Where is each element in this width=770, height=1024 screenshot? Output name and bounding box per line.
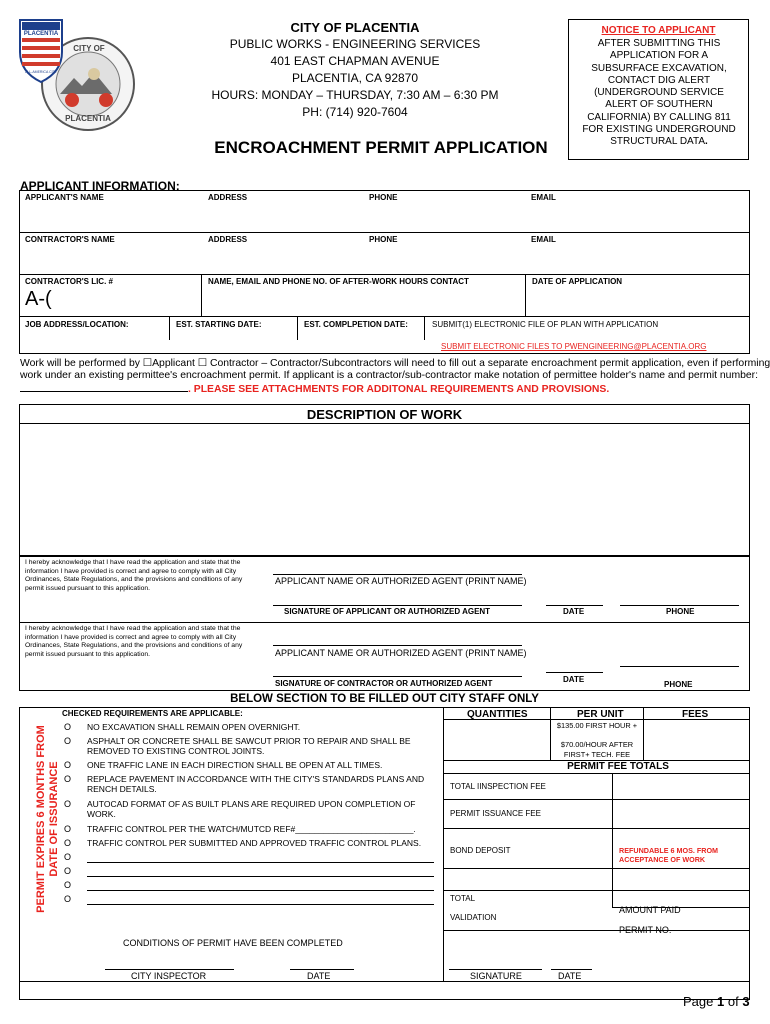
submit-email-link[interactable]: SUBMIT ELECTRONIC FILES TO PWENGINEERING@PLACENTIA.ORG — [441, 342, 707, 351]
refundable-note: REFUNDABLE 6 MOS. FROM ACCEPTANCE OF WORK — [619, 846, 719, 864]
office-phone: PH: (714) 920-7604 — [302, 105, 408, 119]
req-bullet-10[interactable]: O — [64, 880, 72, 890]
req-bullet-4[interactable]: O — [64, 774, 72, 784]
label-contractor-phone: PHONE — [369, 235, 398, 244]
rate-line-2: $70.00/HOUR AFTER — [560, 740, 634, 749]
contractor-phone-field[interactable] — [367, 246, 523, 270]
rate-line-1: $135.00 FIRST HOUR + — [556, 721, 638, 730]
label-checked-requirements: CHECKED REQUIREMENTS ARE APPLICABLE: — [62, 709, 243, 718]
label-inspector-date: DATE — [307, 971, 331, 981]
staff-section-title: BELOW SECTION TO BE FILLED OUT CITY STAFF ONLY — [230, 693, 539, 705]
label-signature: SIGNATURE — [470, 971, 522, 981]
header-quantities: QUANTITIES — [467, 709, 528, 720]
city-name: CITY OF PLACENTIA — [290, 20, 420, 35]
label-applicant-name: APPLICANT'S NAME — [25, 193, 104, 202]
permittee-blank[interactable] — [20, 382, 188, 392]
page-number — [683, 994, 750, 1009]
label-contractor-phone-sig: PHONE — [664, 680, 693, 689]
contractor-print-name-field[interactable] — [273, 630, 522, 645]
req-text-4: REPLACE PAVEMENT IN ACCORDANCE WITH THE CITY'S STANDARDS PLANS AND RENCH DETAILS. — [87, 774, 425, 794]
req-bullet-8[interactable]: O — [64, 852, 72, 862]
label-validation: VALIDATION — [450, 913, 497, 922]
label-after-hours-contact: NAME, EMAIL AND PHONE NO. OF AFTER-WORK HOURS CONTACT — [208, 277, 469, 286]
label-conditions-completed: CONDITIONS OF PERMIT HAVE BEEN COMPLETED — [123, 938, 343, 948]
address-line-2: PLACENTIA, CA 92870 — [291, 71, 419, 85]
department: PUBLIC WORKS - ENGINEERING SERVICES — [229, 37, 481, 51]
applicant-address-field[interactable] — [206, 204, 362, 228]
rate-line-3: FIRST+ TECH. FEE — [563, 750, 631, 759]
label-total: TOTAL — [450, 894, 476, 903]
page-title: ENCROACHMENT PERMIT APPLICATION — [214, 138, 548, 157]
label-contractor-date: DATE — [563, 675, 585, 684]
work-note-line-1: Work will be performed by ☐Applicant ☐ Contractor – Contractor/Subcontractors will need to fill out a separate encroachment permit application, even if performing — [20, 358, 770, 369]
label-signature-date: DATE — [558, 971, 582, 981]
date-of-application-field[interactable] — [530, 288, 744, 312]
req-text-1: NO EXCAVATION SHALL REMAIN OPEN OVERNIGHT. — [87, 722, 301, 732]
contractor-signature-field[interactable] — [273, 660, 522, 675]
req-bullet-11[interactable]: O — [64, 894, 72, 904]
label-completion-date: EST. COMPLPETION DATE: — [304, 320, 408, 329]
req-text-6: TRAFFIC CONTROL PER THE WATCH/MUTCD REF#_________________________. — [87, 824, 416, 834]
label-date-of-application: DATE OF APPLICATION — [532, 277, 623, 286]
page-of: of — [727, 994, 739, 1009]
label-contractor-name: CONTRACTOR'S NAME — [25, 235, 115, 244]
label-applicant-email: EMAIL — [531, 193, 556, 202]
contractor-address-field[interactable] — [206, 246, 362, 270]
contractor-license-value[interactable]: A-( — [25, 288, 52, 310]
city-logo — [16, 14, 136, 134]
req-bullet-9[interactable]: O — [64, 866, 72, 876]
ack-text-contractor: I hereby acknowledge that I have read the application and state that the information I have provided is correct and agree to comply with all City Ordinances, State Regulations, and the provisions and conditions of any permit issued pursuant to this application. — [25, 625, 243, 658]
work-note-line-3 — [20, 382, 609, 395]
req-text-2: ASPHALT OR CONCRETE SHALL BE SAWCUT PRIOR TO REPAIR AND SHALL BE REMOVED TO EXISTING CONTROL JOINTS. — [87, 736, 411, 756]
shield-subtext: ALL-AMERICA CITY — [24, 70, 58, 74]
req-bullet-2[interactable]: O — [64, 736, 72, 746]
label-applicant-phone-sig: PHONE — [666, 607, 695, 616]
side-label-line-1: PERMIT EXPIRES 6 MONTHS FROM — [35, 725, 47, 913]
label-applicant-date: DATE — [563, 607, 585, 616]
submit-plan-note: SUBMIT(1) ELECTRONIC FILE OF PLAN WITH APPLICATION — [432, 320, 659, 329]
page-current: 1 — [717, 994, 725, 1009]
label-total-inspection-fee: TOTAL IINSPECTION FEE — [450, 782, 546, 791]
req-text-3: ONE TRAFFIC LANE IN EACH DIRECTION SHALL BE OPEN AT ALL TIMES. — [87, 760, 383, 770]
label-permit-issuance-fee: PERMIT ISSUANCE FEE — [450, 809, 541, 818]
header-fees: FEES — [682, 709, 709, 720]
label-bond-deposit: BOND DEPOSIT — [450, 846, 511, 855]
notice-title: NOTICE TO APPLICANT — [601, 25, 716, 36]
section-applicant-information: APPLICANT INFORMATION: — [20, 179, 180, 193]
applicant-phone-field[interactable] — [367, 204, 523, 228]
applicant-email-field[interactable] — [529, 204, 745, 228]
label-contractor-email: EMAIL — [531, 235, 556, 244]
applicant-name-field[interactable] — [24, 204, 194, 228]
notice-text: AFTER SUBMITTING THIS APPLICATION FOR A SUBSURFACE EXCAVATION, CONTACT DIG ALERT (UNDERGROUND SERVICE ALERT OF SOUTHERN CALIFORNIA) BY CALLING 811 FOR EXISTING UNDERGROUND STRUCTURAL DATA — [582, 38, 736, 148]
seal-top-text: CITY OF — [73, 44, 105, 53]
header-permit-fee-totals: PERMIT FEE TOTALS — [567, 761, 669, 772]
contractor-email-field[interactable] — [529, 246, 745, 270]
shield-text: PLACENTIA — [23, 31, 59, 37]
side-label-line-2: DATE OF ISSURANCE — [48, 761, 60, 877]
attachments-notice: . PLEASE SEE ATTACHMENTS FOR ADDITONAL REQUIREMENTS AND PROVISIONS. — [188, 384, 610, 395]
description-title: DESCRIPTION OF WORK — [306, 407, 463, 422]
req-bullet-3[interactable]: O — [64, 760, 72, 770]
label-contractor-address: ADDRESS — [208, 235, 248, 244]
page-total: 3 — [742, 994, 750, 1009]
notice-body — [578, 38, 740, 149]
label-contractor-license: CONTRACTOR'S LIC. # — [25, 277, 113, 286]
header-per-unit: PER UNIT — [577, 709, 624, 720]
seal-bottom-text: PLACENTIA — [65, 114, 111, 123]
description-field[interactable] — [22, 426, 747, 553]
label-applicant-signature: SIGNATURE OF APPLICANT OR AUTHORIZED AGENT — [284, 607, 491, 616]
notice-period: . — [705, 136, 708, 148]
office-hours: HOURS: MONDAY – THURSDAY, 7:30 AM – 6:30 PM — [211, 88, 499, 102]
label-applicant-address: ADDRESS — [208, 193, 248, 202]
label-contractor-signature: SIGNATURE OF CONTRACTOR OR AUTHORIZED AGENT — [275, 679, 493, 688]
label-applicant-print-name: APPLICANT NAME OR AUTHORIZED AGENT (PRINT NAME) — [275, 576, 527, 586]
req-bullet-7[interactable]: O — [64, 838, 72, 848]
req-bullet-1[interactable]: O — [64, 722, 72, 732]
after-hours-contact-field[interactable] — [206, 288, 520, 312]
permit-expiry-side-label — [22, 715, 60, 925]
page-label: Page — [683, 994, 714, 1009]
req-text-5: AUTOCAD FORMAT OF AS BUILT PLANS ARE REQUIRED UPON COMPLETION OF WORK. — [87, 799, 416, 819]
label-contractor-print-name: APPLICANT NAME OR AUTHORIZED AGENT (PRINT NAME) — [275, 648, 527, 658]
req-bullet-6[interactable]: O — [64, 824, 72, 834]
label-city-inspector: CITY INSPECTOR — [131, 971, 207, 981]
applicant-print-name-field[interactable] — [273, 560, 522, 574]
label-applicant-phone: PHONE — [369, 193, 398, 202]
address-line-1: 401 EAST CHAPMAN AVENUE — [270, 54, 440, 68]
label-job-address: JOB ADDRESS/LOCATION: — [25, 320, 129, 329]
label-start-date: EST. STARTING DATE: — [176, 320, 262, 329]
req-text-7: TRAFFIC CONTROL PER SUBMITTED AND APPROVED TRAFFIC CONTROL PLANS. — [87, 838, 422, 848]
work-note-line-2: work under an existing permittee's encroachment permit. If applicant is a contractor/sub-contractor make notation of permittee holder's name and permit number: — [20, 370, 759, 381]
label-amount-paid: AMOUNT PAID — [619, 905, 681, 915]
contractor-name-field[interactable] — [24, 246, 194, 270]
applicant-signature-field[interactable] — [273, 590, 522, 605]
req-bullet-5[interactable]: O — [64, 799, 72, 809]
ack-text-applicant: I hereby acknowledge that I have read the application and state that the information I have provided is correct and agree to comply with all City Ordinances, State Regulations, and the provisions and conditions of any permit issued pursuant to this application. — [25, 559, 243, 592]
label-permit-no: PERMIT NO. — [619, 925, 672, 935]
